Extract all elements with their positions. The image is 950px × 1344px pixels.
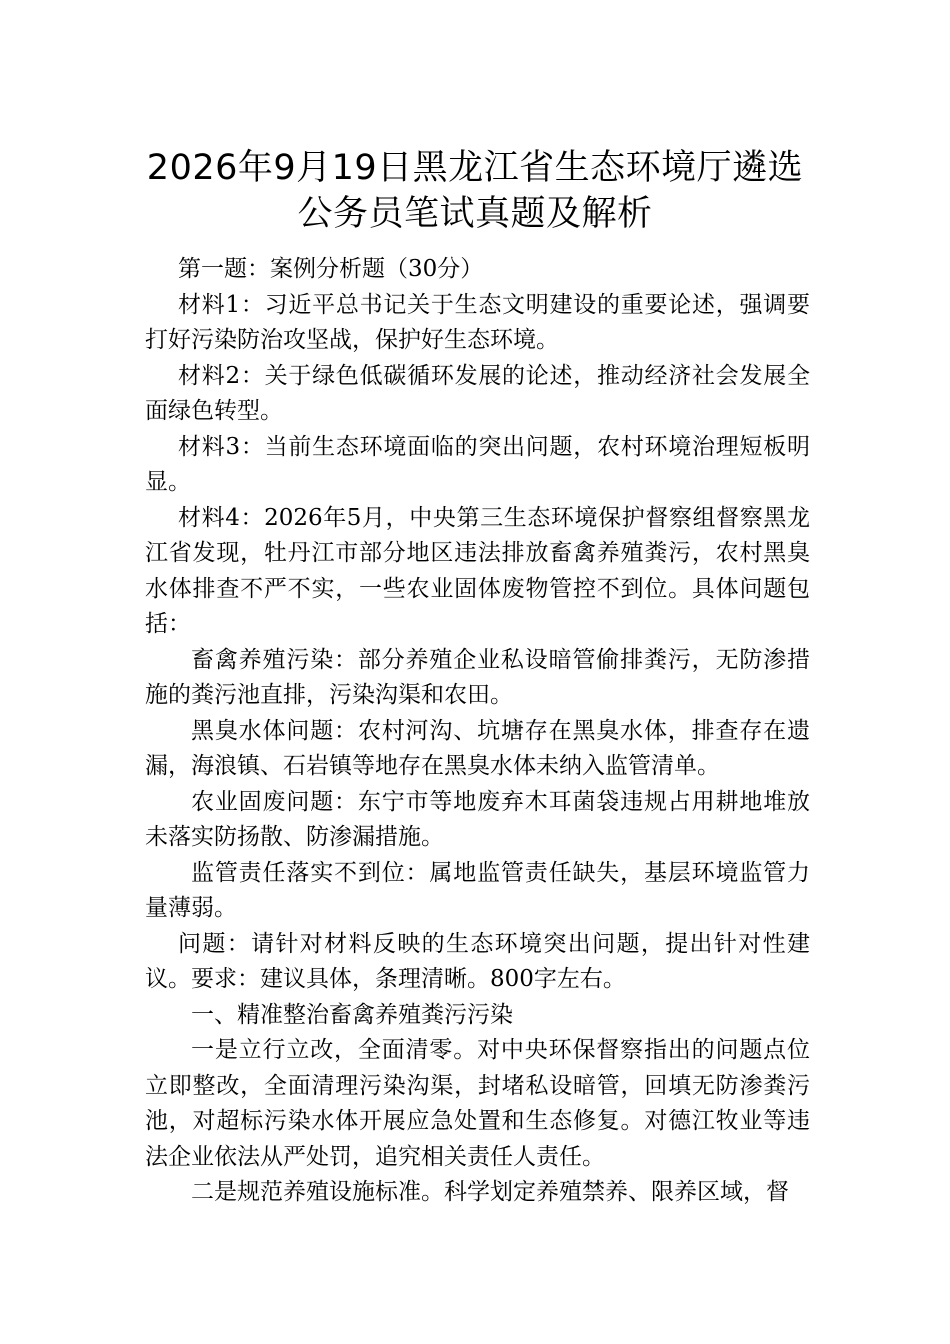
body-paragraph: 畜禽养殖污染：部分养殖企业私设暗管偷排粪污，无防渗措施的粪污池直排，污染沟渠和农田。 bbox=[145, 646, 810, 708]
body-paragraph: 农业固废问题：东宁市等地废弃木耳菌袋违规占用耕地堆放未落实防扬散、防渗漏措施。 bbox=[145, 788, 810, 850]
document-title-line-2: 公务员笔试真题及解析 bbox=[297, 194, 653, 234]
body-paragraph: 监管责任落实不到位：属地监管责任缺失，基层环境监管力量薄弱。 bbox=[145, 859, 810, 921]
body-paragraph: 材料1：习近平总书记关于生态文明建设的重要论述，强调要打好污染防治攻坚战，保护好生态环境。 bbox=[145, 291, 810, 353]
document-title-line-1: 2026年9月19日黑龙江省生态环境厅遴选 bbox=[146, 148, 804, 188]
body-paragraph: 材料4：2026年5月，中央第三生态环境保护督察组督察黑龙江省发现，牡丹江市部分地区违法排放畜禽养殖粪污，农村黑臭水体排查不严不实，一些农业固体废物管控不到位。具体问题包括： bbox=[145, 504, 810, 637]
body-paragraph: 问题：请针对材料反映的生态环境突出问题，提出针对性建议。要求：建议具体，条理清晰。800字左右。 bbox=[145, 930, 810, 992]
body-paragraph: 一是立行立改，全面清零。对中央环保督察指出的问题点位立即整改，全面清理污染沟渠，封堵私设暗管，回填无防渗粪污池，对超标污染水体开展应急处置和生态修复。对德江牧业等违法企业依法从严处罚，追究相关责任人责任。 bbox=[145, 1037, 810, 1170]
body-paragraph: 材料2：关于绿色低碳循环发展的论述，推动经济社会发展全面绿色转型。 bbox=[145, 362, 810, 424]
body-paragraph: 黑臭水体问题：农村河沟、坑塘存在黑臭水体，排查存在遗漏，海浪镇、石岩镇等地存在黑臭水体未纳入监管清单。 bbox=[145, 717, 810, 779]
body-paragraph: 材料3：当前生态环境面临的突出问题，农村环境治理短板明显。 bbox=[145, 433, 810, 495]
body-paragraph: 一、精准整治畜禽养殖粪污污染 bbox=[191, 1001, 513, 1028]
document-body bbox=[145, 252, 810, 1211]
body-paragraph: 第一题：案例分析题（30分） bbox=[178, 256, 484, 282]
body-paragraph: 二是规范养殖设施标准。科学划定养殖禁养、限养区域，督 bbox=[191, 1179, 789, 1205]
